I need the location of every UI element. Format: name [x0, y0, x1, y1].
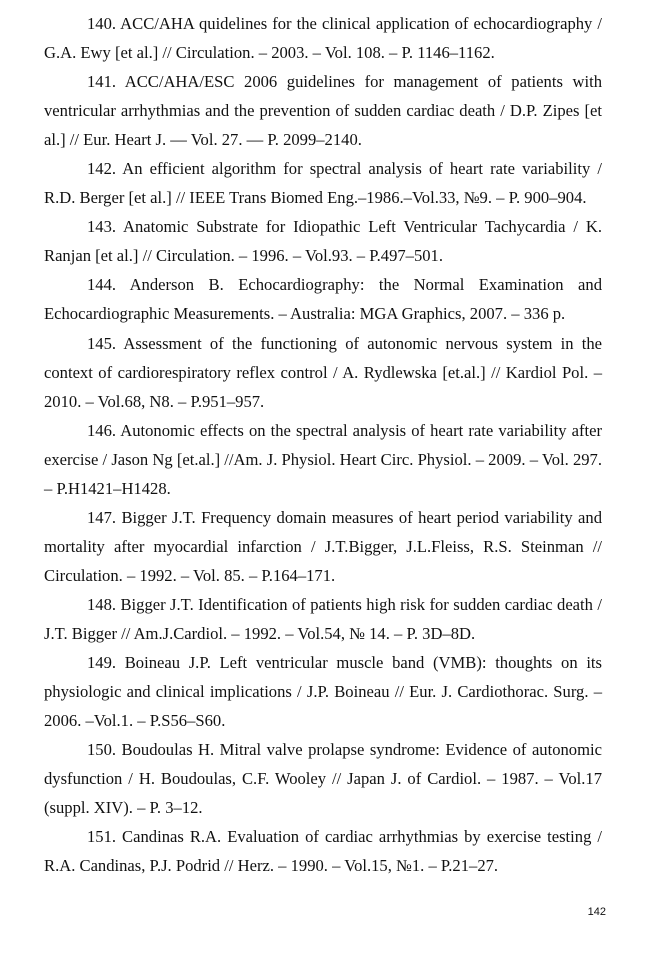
reference-entry: 151. Candinas R.A. Evaluation of cardiac arrhythmias by exercise testing / R.A. Candinas, P.J. Podrid // Herz. – 1990. – Vol.15, №1. – P.21–27.: [44, 827, 602, 876]
reference-entry: 146. Autonomic effects on the spectral analysis of heart rate variability after exercise / Jason Ng [et.al.] //Am. J. Physiol. Heart Circ. Physiol. – 2009. – Vol. 297. – P.H1421–H1428.: [44, 420, 602, 498]
reference-list: [44, 9, 602, 880]
reference-entry: 145. Assessment of the functioning of autonomic nervous system in the context of cardiorespiratory reflex control / A. Rydlewska [et.al.] // Kardiol Pol. – 2010. – Vol.68, N8. – P.951–957.: [44, 333, 602, 411]
reference-entry: 144. Anderson B. Echocardiography: the Normal Examination and Echocardiographic Measurements. – Australia: MGA Graphics, 2007. – 336 p.: [44, 275, 602, 324]
reference-entry: 149. Boineau J.P. Left ventricular muscle band (VMB): thoughts on its physiologic and clinical implications / J.P. Boineau // Eur. J. Cardiothorac. Surg. – 2006. –Vol.1. – P.S56–S60.: [44, 653, 602, 731]
page-number: 142: [587, 906, 606, 918]
reference-entry: 148. Bigger J.T. Identification of patients high risk for sudden cardiac death / J.T. Bigger // Am.J.Cardiol. – 1992. – Vol.54, № 14. – P. 3D–8D.: [44, 594, 602, 643]
reference-entry: 140. ACC/AHA quidelines for the clinical application of echocardiography / G.A. Ewy [et al.] // Circulation. – 2003. – Vol. 108. – P. 1146–1162.: [44, 14, 602, 63]
reference-entry: 142. An efficient algorithm for spectral analysis of heart rate variability / R.D. Berger [et al.] // IEEE Trans Biomed Eng.–1986.–Vol.33, №9. – P. 900–904.: [44, 159, 602, 208]
reference-entry: 141. ACC/AHA/ESC 2006 guidelines for management of patients with ventricular arrhythmias and the prevention of sudden cardiac death / D.P. Zipes [et al.] // Eur. Heart J. — Vol. 27. — P. 2099–2140.: [44, 72, 602, 150]
reference-entry: 150. Boudoulas H. Mitral valve prolapse syndrome: Evidence of autonomic dysfunction / H. Boudoulas, C.F. Wooley // Japan J. of Cardiol. – 1987. – Vol.17 (suppl. XIV). – P. 3–12.: [44, 740, 602, 818]
reference-entry: 143. Anatomic Substrate for Idiopathic Left Ventricular Tachycardia / K. Ranjan [et al.] // Circulation. – 1996. – Vol.93. – P.497–501.: [44, 217, 602, 266]
reference-entry: 147. Bigger J.T. Frequency domain measures of heart period variability and mortality after myocardial infarction / J.T.Bigger, J.L.Fleiss, R.S. Steinman // Circulation. – 1992. – Vol. 85. – P.164–171.: [44, 507, 602, 585]
